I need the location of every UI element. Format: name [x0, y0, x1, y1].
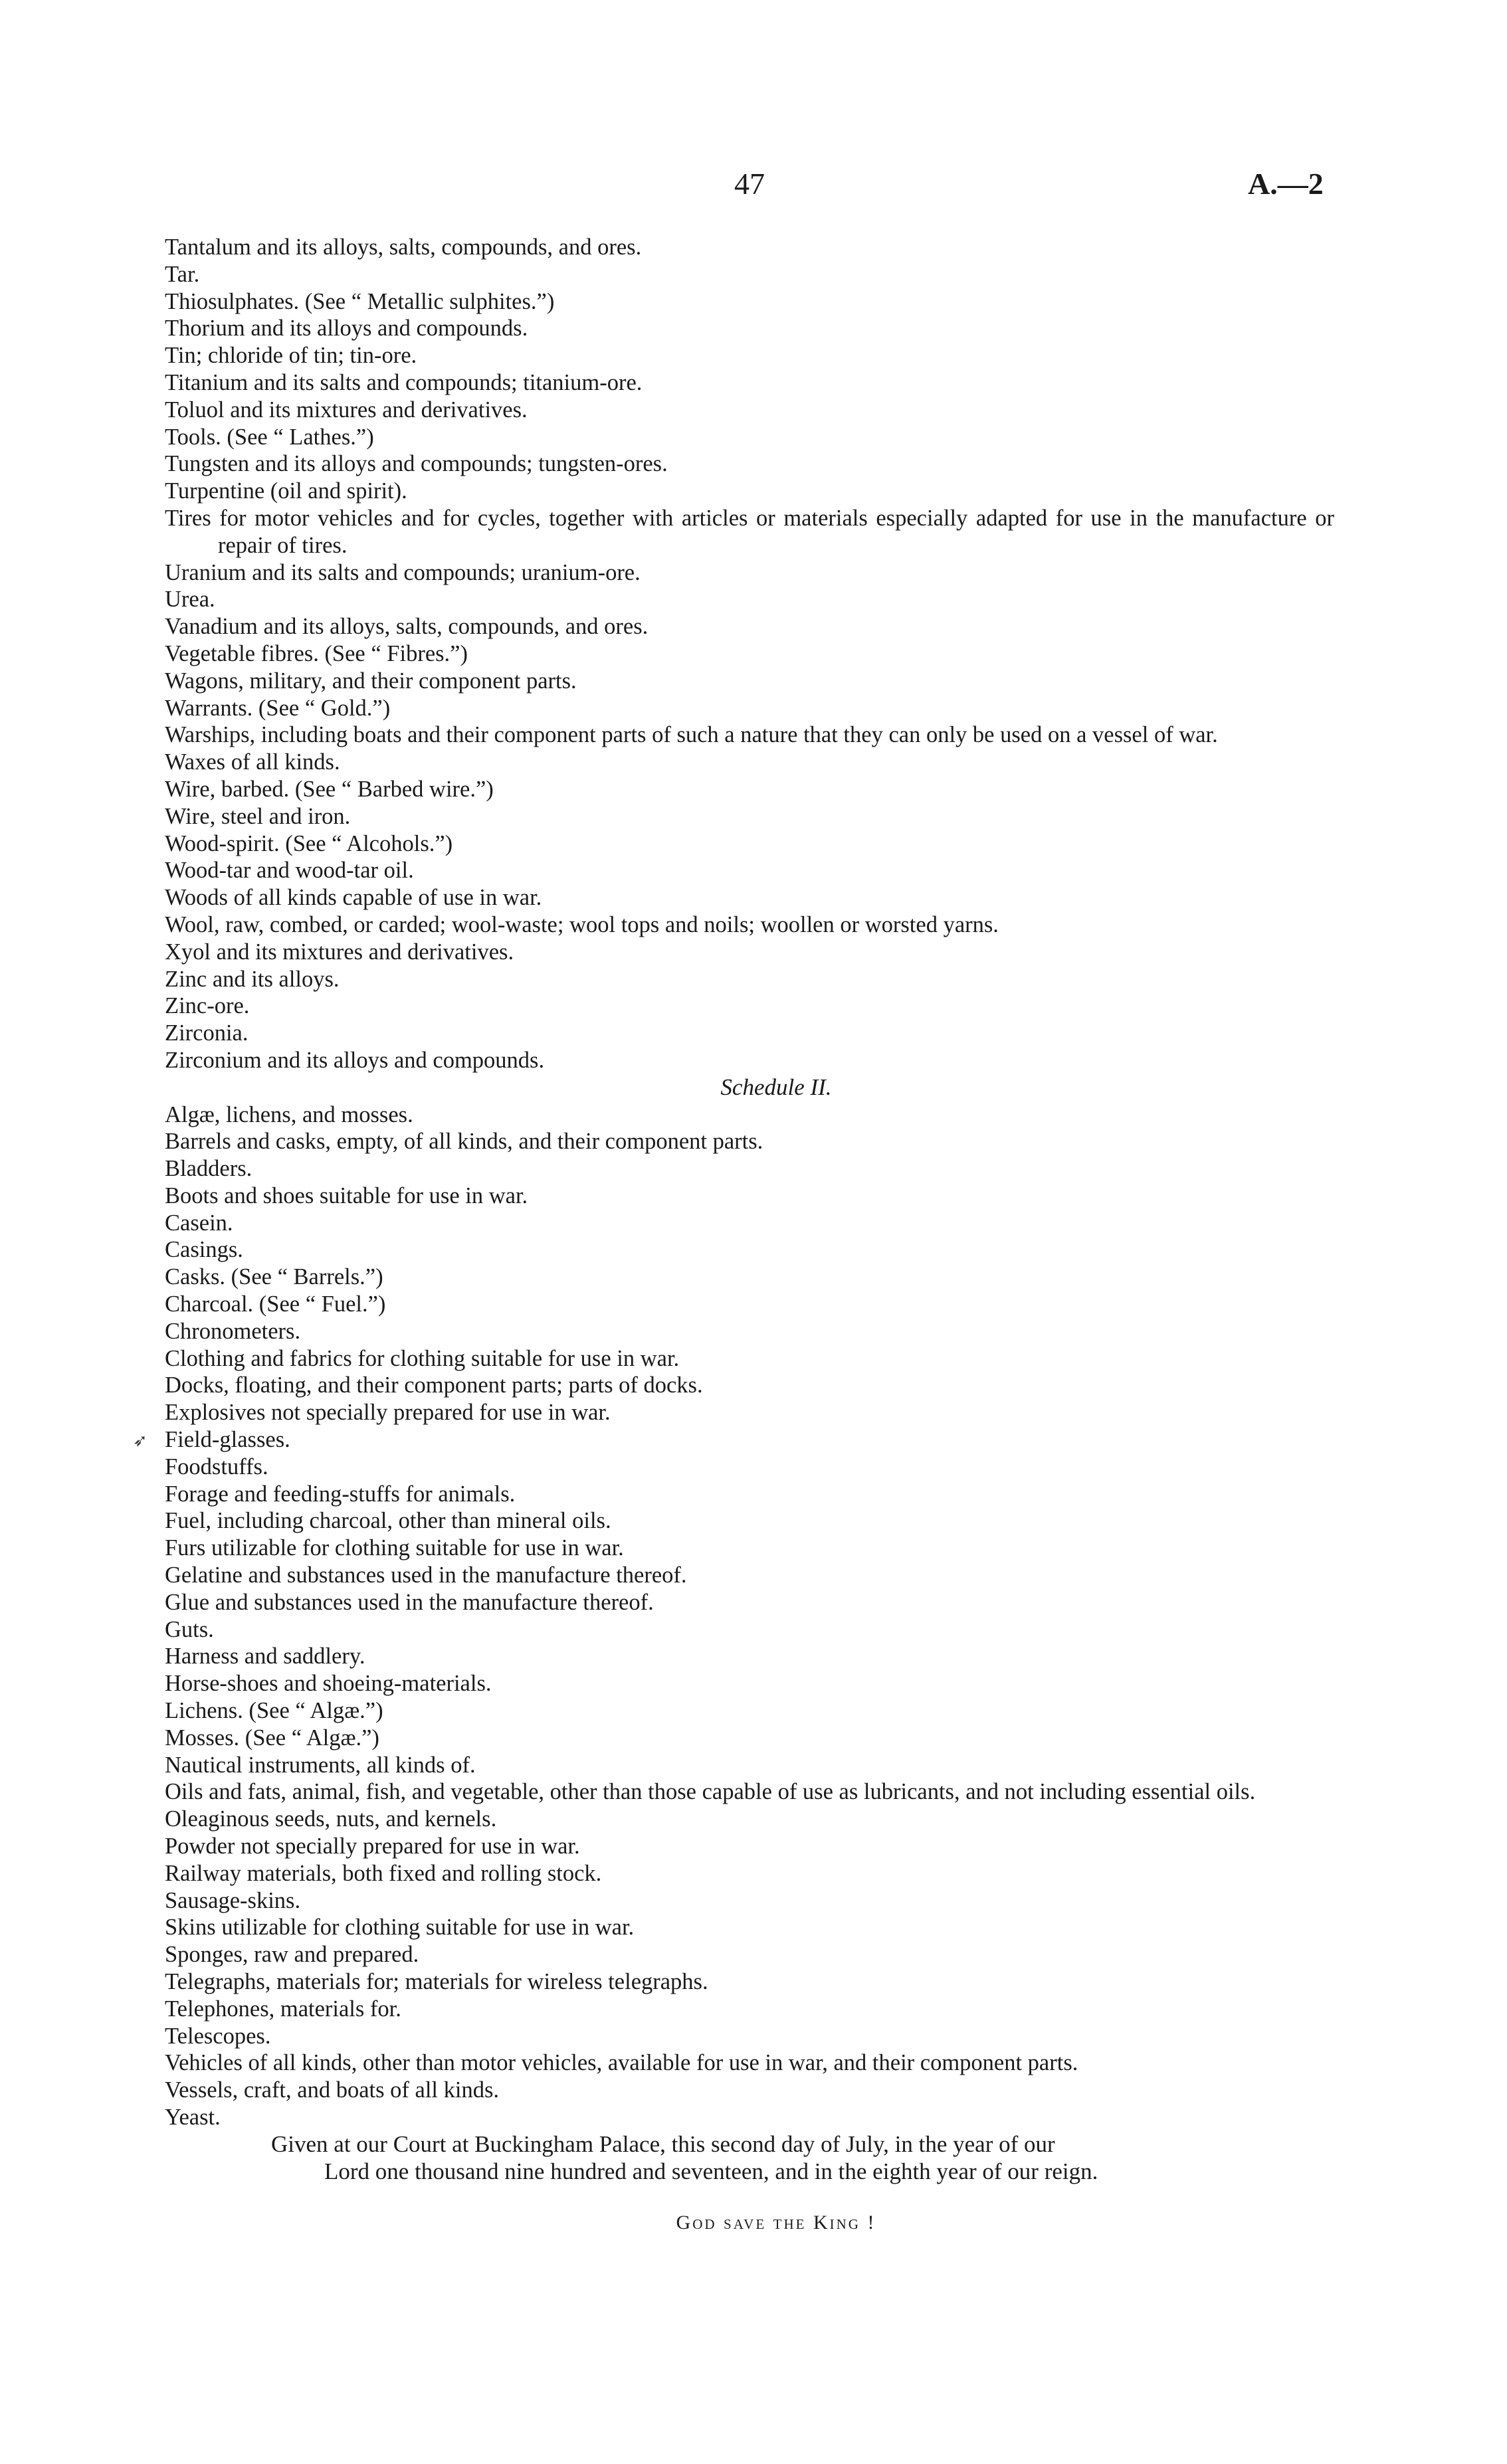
- list-item: Nautical instruments, all kinds of.: [165, 1752, 476, 1778]
- list-item: Lichens. (See “ Algæ.”): [165, 1698, 383, 1724]
- list-item: Railway materials, both fixed and rolling stock.: [165, 1860, 602, 1886]
- list-item: Glue and substances used in the manufacture thereof.: [165, 1589, 654, 1615]
- list-item: Forage and feeding-stuffs for animals.: [165, 1481, 516, 1507]
- god-save-the-king: God save the King !: [676, 2212, 876, 2234]
- list-item: Clothing and fabrics for clothing suitable for use in war.: [165, 1345, 680, 1371]
- list-item: Tires for motor vehicles and for cycles, together with articles or materials especially adapted for use in the manufacture or repair of tires.: [165, 505, 1334, 558]
- list-item: Guts.: [165, 1616, 214, 1642]
- closing-statement: [165, 2131, 1334, 2186]
- list-item: Wood-tar and wood-tar oil.: [165, 858, 414, 884]
- schedule-two-heading: Schedule II.: [720, 1074, 832, 1100]
- list-item: Oils and fats, animal, fish, and vegetable, other than those capable of use as lubricants, and not including essential oils.: [165, 1779, 1256, 1805]
- schedule-one-list: [165, 234, 1334, 1074]
- list-item: Wire, barbed. (See “ Barbed wire.”): [165, 776, 494, 802]
- list-item: Casks. (See “ Barrels.”): [165, 1264, 383, 1290]
- list-item: Zirconium and its alloys and compounds.: [165, 1047, 545, 1073]
- list-item: Telephones, materials for.: [165, 1996, 401, 2022]
- list-item: Vegetable fibres. (See “ Fibres.”): [165, 640, 468, 666]
- closing-line-1: Given at our Court at Buckingham Palace, this second day of July, in the year of our: [271, 2131, 1055, 2157]
- list-item: Warrants. (See “ Gold.”): [165, 695, 391, 721]
- list-item: Tantalum and its alloys, salts, compounds, and ores.: [165, 235, 642, 260]
- list-item: Casings.: [165, 1237, 243, 1263]
- list-item: Toluol and its mixtures and derivatives.: [165, 397, 528, 423]
- list-item: Telegraphs, materials for; materials for wireless telegraphs.: [165, 1969, 708, 1994]
- list-item: Oleaginous seeds, nuts, and kernels.: [165, 1806, 497, 1832]
- list-item: Horse-shoes and shoeing-materials.: [165, 1671, 492, 1697]
- margin-mark: ➶: [133, 1431, 148, 1451]
- list-item: Turpentine (oil and spirit).: [165, 478, 407, 504]
- list-item: Barrels and casks, empty, of all kinds, and their component parts.: [165, 1129, 763, 1155]
- list-item: Telescopes.: [165, 2023, 271, 2049]
- list-item: Zinc and its alloys.: [165, 966, 340, 992]
- list-item: Uranium and its salts and compounds; uranium-ore.: [165, 559, 641, 585]
- document-body: [165, 234, 1334, 2234]
- list-item: Boots and shoes suitable for use in war.: [165, 1183, 528, 1208]
- list-item: Fuel, including charcoal, other than mineral oils.: [165, 1508, 611, 1534]
- list-item: Zinc-ore.: [165, 993, 250, 1019]
- list-item: Explosives not specially prepared for use in war.: [165, 1400, 611, 1426]
- list-item: Docks, floating, and their component parts; parts of docks.: [165, 1373, 703, 1398]
- list-item: Field-glasses.: [165, 1427, 290, 1453]
- list-item: Algæ, lichens, and mosses.: [165, 1101, 413, 1127]
- list-item: Mosses. (See “ Algæ.”): [165, 1725, 379, 1751]
- list-item: Waxes of all kinds.: [165, 749, 340, 775]
- list-item: Yeast.: [165, 2104, 221, 2130]
- list-item: Vessels, craft, and boats of all kinds.: [165, 2077, 500, 2103]
- list-item: Foodstuffs.: [165, 1454, 268, 1479]
- list-item: Gelatine and substances used in the manufacture thereof.: [165, 1563, 687, 1588]
- list-item: Vehicles of all kinds, other than motor vehicles, available for use in war, and their component parts.: [165, 2050, 1078, 2076]
- list-item: Sausage-skins.: [165, 1887, 301, 1913]
- list-item: Chronometers.: [165, 1318, 301, 1344]
- list-item: Tools. (See “ Lathes.”): [165, 424, 374, 450]
- closing-line-2: Lord one thousand nine hundred and seventeen, and in the eighth year of our reign.: [324, 2158, 1098, 2184]
- list-item: Zirconia.: [165, 1020, 249, 1046]
- list-item: Sponges, raw and prepared.: [165, 1942, 419, 1968]
- list-item: Thorium and its alloys and compounds.: [165, 316, 528, 341]
- list-item: Vanadium and its alloys, salts, compounds, and ores.: [165, 614, 649, 640]
- list-item: Thiosulphates. (See “ Metallic sulphites.”): [165, 288, 555, 314]
- list-item: Titanium and its salts and compounds; titanium-ore.: [165, 369, 643, 395]
- paper-reference: A.—2: [1248, 167, 1324, 201]
- list-item: Woods of all kinds capable of use in war.: [165, 885, 542, 911]
- list-item: Tungsten and its alloys and compounds; tungsten-ores.: [165, 451, 668, 477]
- list-item: Tar.: [165, 261, 200, 287]
- list-item: Wool, raw, combed, or carded; wool-waste; wool tops and noils; woollen or worsted yarns.: [165, 911, 999, 937]
- page-header: [0, 166, 1507, 213]
- list-item: Urea.: [165, 587, 215, 613]
- page-number: 47: [734, 167, 765, 201]
- list-item: Charcoal. (See “ Fuel.”): [165, 1291, 386, 1317]
- list-item: Tin; chloride of tin; tin-ore.: [165, 343, 417, 369]
- list-item: Xyol and its mixtures and derivatives.: [165, 939, 514, 965]
- list-item: Bladders.: [165, 1156, 252, 1182]
- list-item: Warships, including boats and their component parts of such a nature that they can only be used on a vessel of war.: [165, 722, 1218, 748]
- list-item: Wire, steel and iron.: [165, 803, 351, 829]
- list-item: Wood-spirit. (See “ Alcohols.”): [165, 830, 453, 856]
- list-item: Skins utilizable for clothing suitable for use in war.: [165, 1915, 635, 1941]
- list-item: Powder not specially prepared for use in war.: [165, 1834, 580, 1859]
- list-item: Wagons, military, and their component parts.: [165, 668, 577, 694]
- list-item: Furs utilizable for clothing suitable for use in war.: [165, 1535, 624, 1561]
- list-item: Harness and saddlery.: [165, 1644, 365, 1669]
- schedule-two-list: [165, 1101, 1334, 2131]
- list-item: Casein.: [165, 1210, 233, 1236]
